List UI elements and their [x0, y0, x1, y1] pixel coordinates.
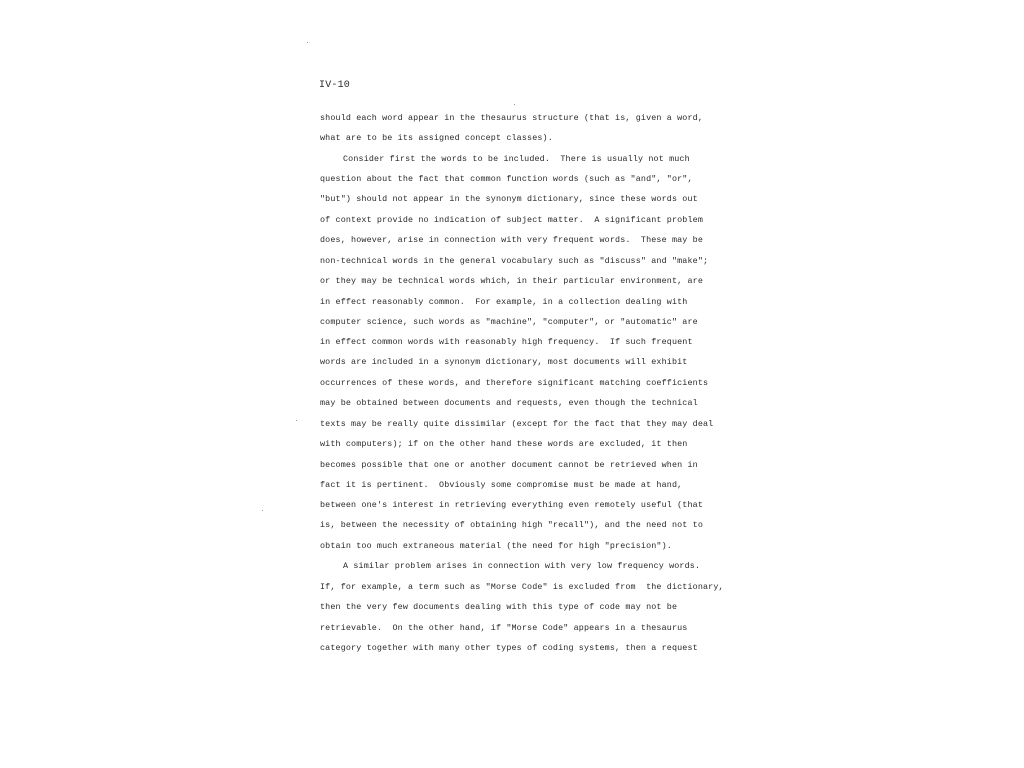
- scan-speck: [514, 104, 515, 105]
- text-line: then the very few documents dealing with this type of code may not be: [320, 602, 678, 612]
- text-line: "but") should not appear in the synonym dictionary, since these words out: [320, 194, 698, 204]
- text-line: Consider first the words to be included. There is usually not much: [343, 154, 690, 164]
- text-line: does, however, arise in connection with very frequent words. These may be: [320, 235, 704, 245]
- text-line: fact it is pertinent. Obviously some compromise must be made at hand,: [320, 480, 683, 490]
- text-line: words are included in a synonym dictionary, most documents will exhibit: [320, 357, 688, 367]
- text-line: should each word appear in the thesaurus structure (that is, given a word,: [320, 113, 704, 123]
- text-line: in effect common words with reasonably high frequency. If such frequent: [320, 337, 693, 347]
- text-line: in effect reasonably common. For example, in a collection dealing with: [320, 297, 688, 307]
- text-line: obtain too much extraneous material (the need for high "precision").: [320, 541, 672, 551]
- text-line: becomes possible that one or another document cannot be retrieved when in: [320, 460, 698, 470]
- text-line: If, for example, a term such as "Morse Code" is excluded from the dictionary,: [320, 582, 724, 592]
- text-line: of context provide no indication of subject matter. A significant problem: [320, 215, 704, 225]
- text-line: with computers); if on the other hand these words are excluded, it then: [320, 439, 688, 449]
- text-line: or they may be technical words which, in their particular environment, are: [320, 276, 704, 286]
- scan-speck: [296, 420, 297, 421]
- text-line: between one's interest in retrieving everything even remotely useful (that: [320, 500, 704, 510]
- text-line: A similar problem arises in connection with very low frequency words.: [343, 561, 701, 571]
- text-line: category together with many other types of coding systems, then a request: [320, 643, 698, 653]
- text-line: occurrences of these words, and therefore significant matching coefficients: [320, 378, 709, 388]
- text-line: non-technical words in the general vocabulary such as "discuss" and "make";: [320, 256, 709, 266]
- text-line: is, between the necessity of obtaining high "recall"), and the need not to: [320, 520, 704, 530]
- text-line: may be obtained between documents and requests, even though the technical: [320, 398, 698, 408]
- text-line: computer science, such words as "machine", "computer", or "automatic" are: [320, 317, 698, 327]
- page-number: IV-10: [319, 80, 351, 91]
- text-line: texts may be really quite dissimilar (except for the fact that they may deal: [320, 419, 714, 429]
- text-line: question about the fact that common function words (such as "and", "or",: [320, 174, 693, 184]
- text-line: retrievable. On the other hand, if "Morse Code" appears in a thesaurus: [320, 623, 688, 633]
- text-line: what are to be its assigned concept classes).: [320, 133, 553, 143]
- scan-speck: [307, 42, 308, 43]
- scan-speck: [262, 510, 263, 511]
